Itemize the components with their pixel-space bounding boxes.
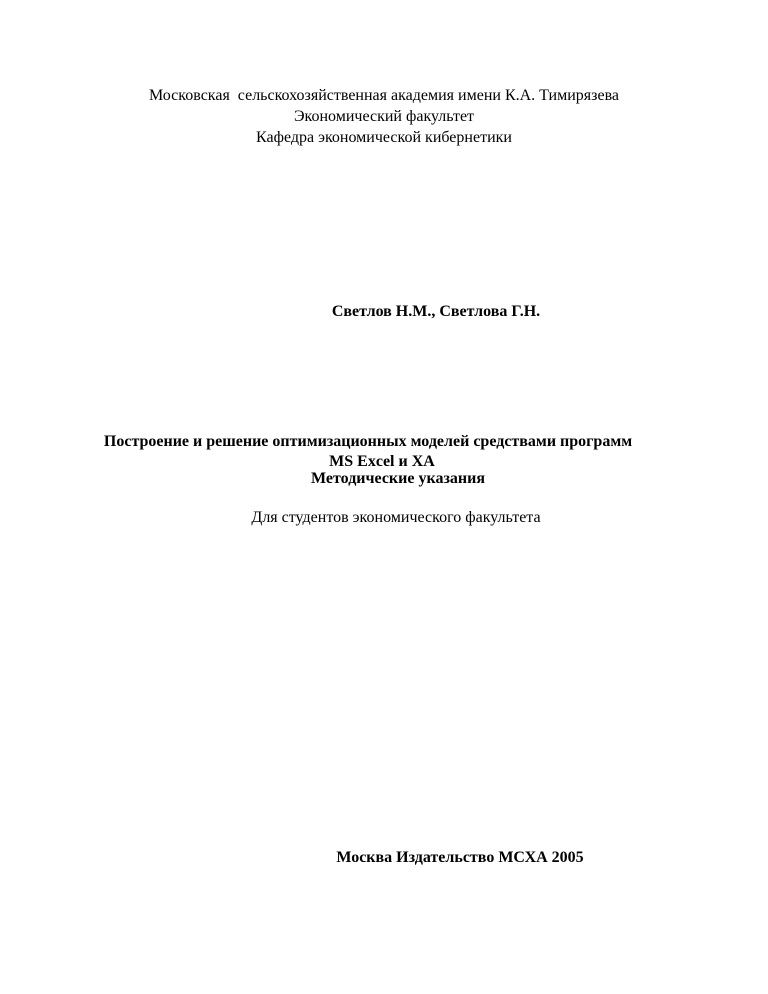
- authors: Светлов Н.М., Светлова Г.Н.: [331, 303, 541, 320]
- publisher-line: Москва Издательство МСХА 2005: [336, 849, 584, 866]
- department-name: Кафедра экономической кибернетики: [256, 129, 512, 146]
- institution-name: Московская сельскохозяйственная академия имени К.А. Тимирязева: [148, 87, 620, 104]
- faculty-name: Экономический факультет: [293, 108, 475, 125]
- document-type: Методические указания: [311, 470, 485, 487]
- title-line-1: Построение и решение оптимизационных моделей средствами программ: [103, 433, 633, 450]
- audience: Для студентов экономического факультета: [251, 509, 541, 526]
- title-line-2: MS Excel и XA: [329, 453, 435, 470]
